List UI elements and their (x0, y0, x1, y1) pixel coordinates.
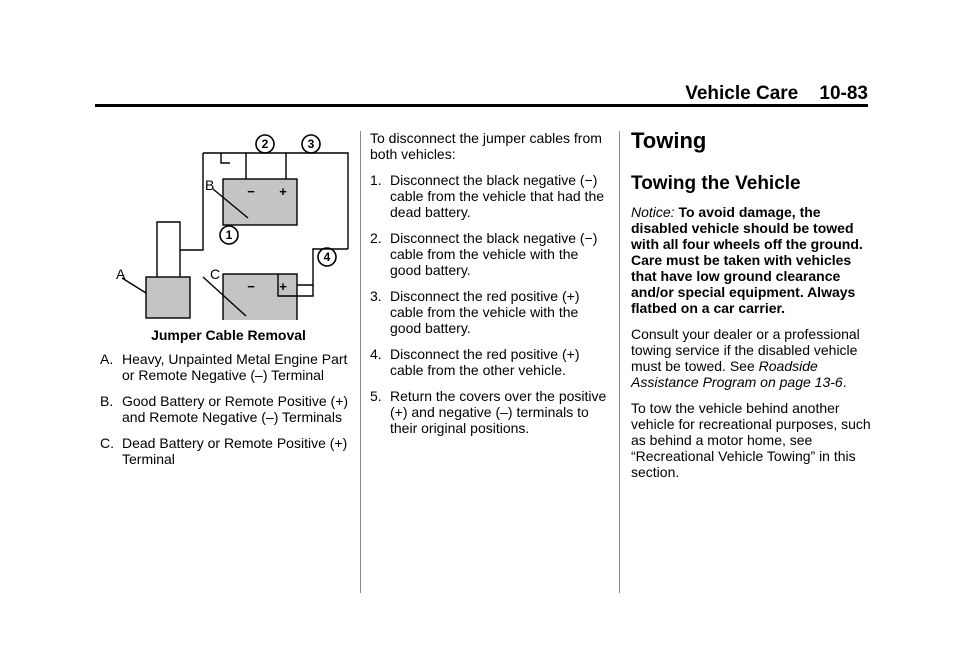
notice-paragraph (631, 204, 871, 316)
step-4-number: 4 (323, 250, 331, 264)
step-text: Return the covers over the positive (+) and negative (–) terminals to their original positions. (390, 388, 607, 436)
recreational-paragraph: To tow the vehicle behind another vehicle for recreational purposes, such as behind a motor home, see “Recreational Vehicle Towing” in this section. (631, 400, 871, 480)
header-rule (95, 104, 868, 107)
list-item (370, 230, 612, 278)
label-a: A (116, 266, 126, 282)
list-item (370, 346, 612, 378)
step-text: Disconnect the black negative (−) cable from the vehicle that had the dead battery. (390, 172, 605, 220)
towing-heading: Towing (631, 128, 707, 153)
legend-item (100, 393, 355, 425)
step-3-number: 3 (307, 137, 315, 151)
label-c: C (210, 266, 221, 282)
notice-lead: Notice: (631, 204, 675, 220)
dead-neg-terminal: − (247, 279, 255, 294)
dead-pos-terminal: + (279, 279, 287, 294)
legend-item (100, 351, 355, 383)
step-2-number: 2 (261, 137, 269, 151)
step-1-number: 1 (225, 228, 233, 242)
legend-text: Dead Battery or Remote Positive (+) Terminal (122, 435, 348, 467)
engine-ground-block (146, 277, 190, 318)
legend-label: C. (100, 435, 114, 451)
towing-subheading: Towing the Vehicle (631, 173, 801, 194)
step-number: 3. (370, 288, 382, 304)
step-number: 1. (370, 172, 382, 188)
disconnect-steps (370, 172, 612, 436)
step-number: 4. (370, 346, 382, 362)
disconnect-intro: To disconnect the jumper cables from both vehicles: (370, 130, 602, 162)
page-number: 10-83 (819, 83, 868, 104)
figure-legend (100, 351, 355, 477)
column-divider (619, 131, 620, 593)
disconnect-section (370, 130, 612, 446)
dealer-text: Consult your dealer or a professional towing service if the disabled vehicle must be towed. See (631, 326, 860, 374)
page-header (655, 83, 868, 105)
jumper-cable-diagram (108, 128, 353, 320)
label-b: B (205, 177, 215, 193)
list-item (370, 172, 612, 220)
column-divider (360, 131, 361, 593)
notice-text: To avoid damage, the disabled vehicle should be towed with all four wheels off the ground. Care must be taken with vehicles that have low ground clearance and/or special equipment. Always flatbed on a car carrier. (631, 204, 863, 316)
towing-section (631, 128, 871, 490)
figure-caption: Jumper Cable Removal (151, 327, 306, 343)
legend-text: Heavy, Unpainted Metal Engine Part or Remote Negative (–) Terminal (122, 351, 348, 383)
section-title: Vehicle Care (685, 83, 799, 104)
list-item (370, 388, 612, 436)
legend-item (100, 435, 355, 467)
legend-label: B. (100, 393, 114, 409)
dealer-end: . (842, 374, 847, 390)
step-text: Disconnect the black negative (−) cable from the vehicle with the good battery. (390, 230, 598, 278)
step-number: 5. (370, 388, 382, 404)
legend-label: A. (100, 351, 114, 367)
step-text: Disconnect the red positive (+) cable from the other vehicle. (390, 346, 580, 378)
good-pos-terminal: + (279, 184, 287, 199)
list-item (370, 288, 612, 336)
legend-text: Good Battery or Remote Positive (+) and Remote Negative (–) Terminals (122, 393, 349, 425)
step-text: Disconnect the red positive (+) cable from the vehicle with the good battery. (390, 288, 580, 336)
good-neg-terminal: − (247, 184, 255, 199)
roadside-assistance-link[interactable]: Roadside Assistance Program on page 13-6 (631, 358, 843, 390)
step-number: 2. (370, 230, 382, 246)
dealer-paragraph (631, 326, 871, 390)
